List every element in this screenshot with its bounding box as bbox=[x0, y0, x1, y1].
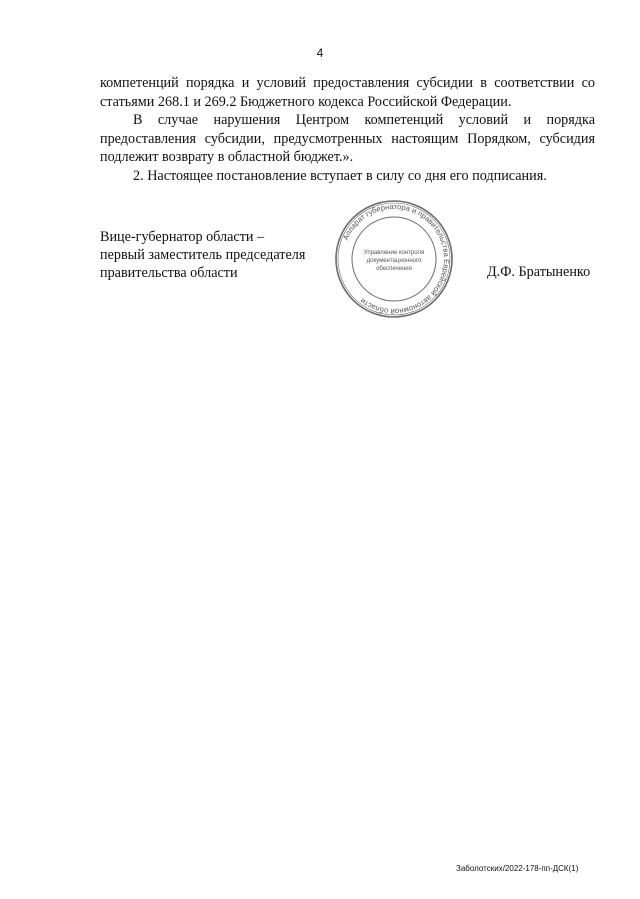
signatory-title-line: Вице-губернатор области – bbox=[100, 229, 265, 245]
signatory-title bbox=[100, 228, 305, 282]
document-reference: Заболотских/2022-178-пп-ДСК(1) bbox=[456, 864, 579, 873]
stamp-inner-line: Управление контроля bbox=[363, 250, 425, 256]
paragraph-3: 2. Настоящее постановление вступает в силу со дня его подписания. bbox=[133, 167, 547, 184]
paragraph-2: В случае нарушения Центром компетенций условий и порядка предоставления субсидии, предусмотренных настоящим Порядком, субсидия подлежит возврату в областной бюджет.». bbox=[100, 112, 595, 165]
body-text bbox=[100, 74, 595, 185]
signatory-title-line: первый заместитель председателя bbox=[100, 247, 306, 263]
stamp-inner-line: документационного bbox=[366, 258, 422, 264]
signatory-title-line: правительства области bbox=[100, 265, 238, 281]
signatory-name: Д.Ф. Братыненко bbox=[487, 264, 591, 280]
stamp-seal-icon bbox=[333, 198, 455, 320]
stamp-inner-line: обеспечения bbox=[376, 266, 412, 272]
paragraph-1: компетенций порядка и условий предоставления субсидии в соответствии со статьями 268.1 и 269.2 Бюджетного кодекса Российской Федерации. bbox=[100, 75, 595, 110]
stamp-outer-text: Аппарат губернатора и правительства Еврейской автономной области bbox=[341, 201, 452, 317]
official-stamp bbox=[333, 198, 455, 320]
page-number: 4 bbox=[316, 46, 324, 60]
